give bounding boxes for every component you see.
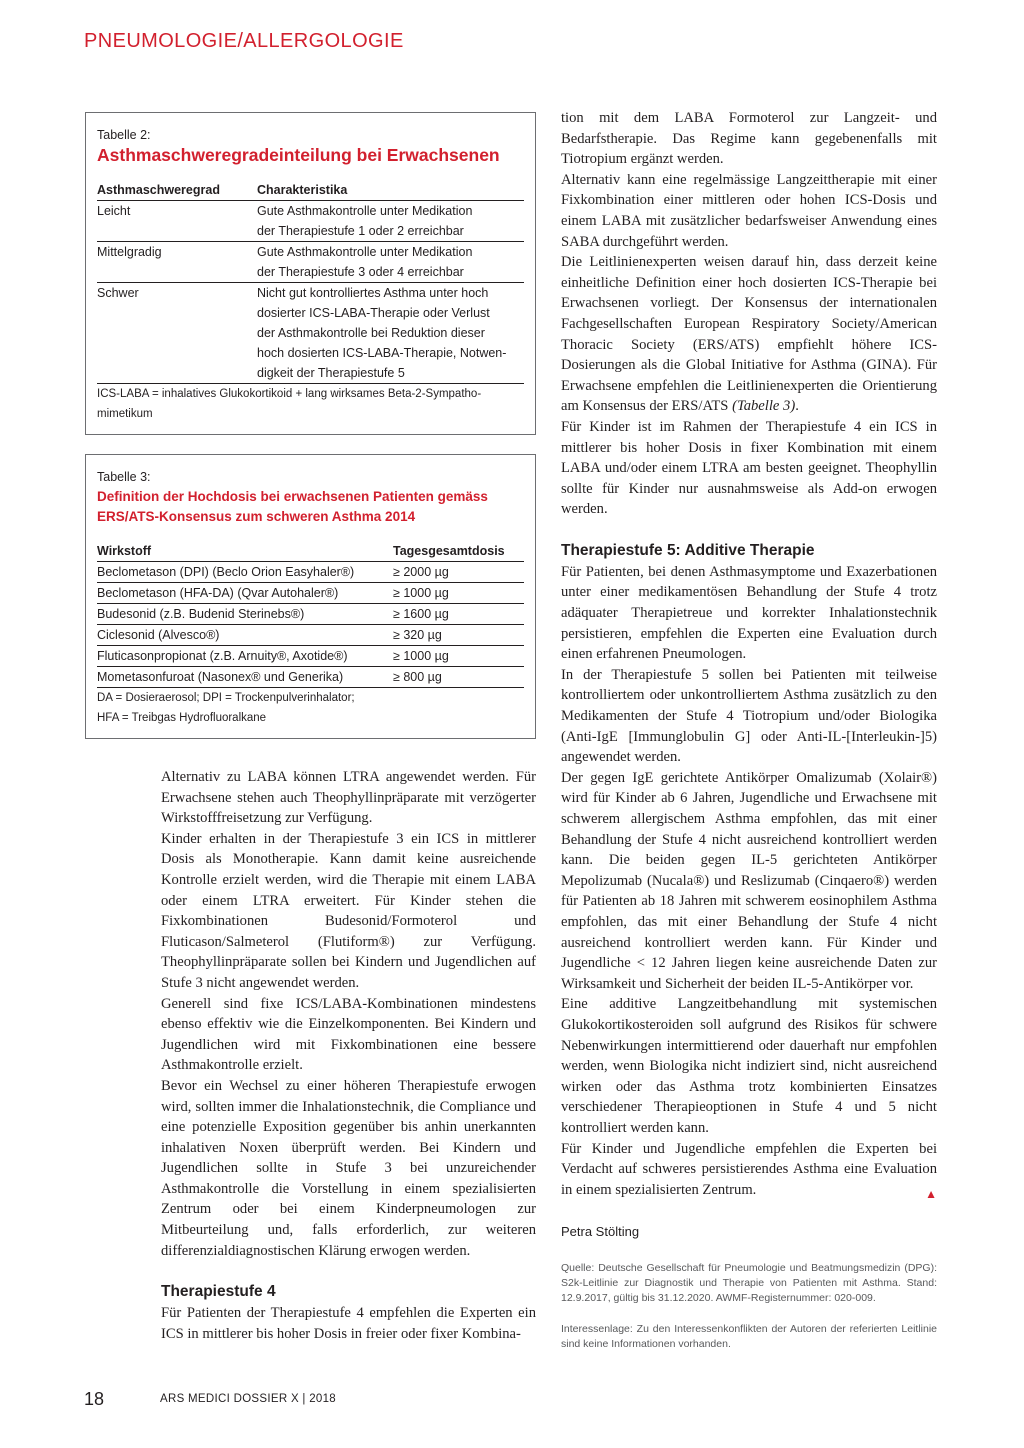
table3-dose: ≥ 1000 µg <box>393 646 524 667</box>
table2-title: Asthmaschweregradeinteilung bei Erwachsenen <box>97 145 500 165</box>
table3-drug: Ciclesonid (Alvesco®) <box>97 625 393 646</box>
table2-label: Tabelle 2: <box>97 128 151 142</box>
body-paragraph: Für Patienten, bei denen Asthmasymptome und Exazerbationen unter einer medikamentösen Behandlung der Stufe 4 trotz adäquater Therapietreue und korrekter Inhalationstechnik persistieren, empfehlen die Experten eine Evaluation durch einen erfahrenen Pneumologen. <box>561 563 937 663</box>
table2-characteristic <box>257 201 524 242</box>
body-text: Für Kinder und Jugendliche empfehlen die Experten bei Verdacht auf schweres persistierendes Asthma eine Evaluation in einem spezialisierten Zentrum. <box>561 1140 937 1198</box>
section-header: PNEUMOLOGIE/ALLERGOLOGIE <box>84 30 404 52</box>
table2-note-line: mimetikum <box>97 408 153 420</box>
table2-note <box>97 384 524 424</box>
table2-char-line: der Asthmakontrolle bei Reduktion dieser <box>257 326 485 340</box>
body-paragraph: Bevor ein Wechsel zu einer höheren Therapiestufe erwogen wird, sollten immer die Inhalationstechnik, die Compliance und eine potenzielle Exposition gegenüber bis anhin unerkannten inhalativen Noxen überprüft werden. Bei Kindern und Jugendlichen sollte in Stufe 3 bei unzureichender Asthmakontrolle die Vorstellung in einem spezialisierten Zentrum oder bei einem Kinderpneumologen zur Mitbeurteilung und, falls erforderlich, zur weiteren differenzialdiagnostischen Klärung erwogen werden. <box>161 1077 536 1259</box>
table2 <box>97 180 524 384</box>
table3-dose: ≥ 2000 µg <box>393 562 524 583</box>
table-row <box>97 625 524 646</box>
table2-col2-header: Charakteristika <box>257 180 524 201</box>
body-text: Die Leitlinienexperten weisen darauf hin, dass derzeit keine einheitliche Definition einer hoch dosierten ICS-Therapie bei Erwachsenen vorliegt. Der Konsensus der internationalen Fachgesellschaften European Respiratory Society/American Thoracic Society (ERS/ATS) empfiehlt höhere ICS-Dosierungen als die Global Initiative for Asthma (GINA). Für Erwachsene empfehlen die Leitlinienexperten die Orientierung am Konsensus der ERS/ATS <box>561 254 937 415</box>
table3-drug: Budesonid (z.B. Budenid Sterinebs®) <box>97 604 393 625</box>
table3-box <box>85 454 536 739</box>
end-triangle-icon: ▲ <box>925 1186 937 1201</box>
table3-note-line: DA = Dosieraerosol; DPI = Trockenpulverinhalator; <box>97 692 355 704</box>
body-paragraph <box>561 1139 937 1201</box>
table2-char-line: digkeit der Therapiestufe 5 <box>257 366 405 380</box>
table2-header-row <box>97 180 524 201</box>
table2-grade: Schwer <box>97 283 257 384</box>
table-row <box>97 283 524 384</box>
table-row <box>97 646 524 667</box>
table2-grade: Mittelgradig <box>97 242 257 283</box>
journal-name: ARS MEDICI DOSSIER X | 2018 <box>160 1393 336 1405</box>
table-reference: (Tabelle 3) <box>732 398 796 415</box>
interest-note: Interessenlage: Zu den Interessenkonflikten der Autoren der referierten Leitlinie sind keine Informationen vorhanden. <box>561 1322 937 1350</box>
table3-drug: Beclometason (HFA-DA) (Qvar Autohaler®) <box>97 583 393 604</box>
body-paragraph: Kinder erhalten in der Therapiestufe 3 ein ICS in mittlerer Dosis als Monotherapie. Kann damit keine ausreichende Kontrolle erzielt werden, wird die Therapie mit einem LABA oder einem LTRA erweitert. Für Kinder stehen die Fixkombinationen Budesonid/Formoterol und Fluticason/Salmeterol (Flutiform®) zur Verfügung. Theophyllinpräparate sollen bei Kindern und Jugendlichen auf Stufe 3 nicht angewendet werden. <box>161 830 536 991</box>
table2-note-line: ICS-LABA = inhalatives Glukokortikoid + lang wirksames Beta-2-Sympatho- <box>97 388 482 400</box>
page-number: 18 <box>84 1389 105 1409</box>
table3-title <box>97 487 524 527</box>
table-row <box>97 562 524 583</box>
table2-char-line: Gute Asthmakontrolle unter Medikation <box>257 204 473 218</box>
table3-note-line: HFA = Treibgas Hydrofluoralkane <box>97 712 267 724</box>
body-paragraph: Für Patienten der Therapiestufe 4 empfehlen die Experten ein ICS in mittlerer bis hoher Dosis in freier oder fixer Kombina- <box>161 1305 536 1342</box>
table3-note <box>97 688 524 728</box>
table3-header-row <box>97 541 524 562</box>
table-row <box>97 201 524 242</box>
left-column <box>161 767 536 1344</box>
table3-col1-header: Wirkstoff <box>97 541 393 562</box>
body-paragraph: Alternativ kann eine regelmässige Langzeittherapie mit einer Fixkombination einer mittleren oder hohen ICS-Dosis und einem LABA mit zusätzlicher bedarfsweiser Anwendung eines SABA durchgeführt werden. <box>561 171 937 250</box>
table2-char-line: der Therapiestufe 1 oder 2 erreichbar <box>257 224 464 238</box>
heading-therapiestufe-5: Therapiestufe 5: Additive Therapie <box>561 541 815 559</box>
right-column <box>561 108 937 1352</box>
table2-grade: Leicht <box>97 201 257 242</box>
body-paragraph: Der gegen IgE gerichtete Antikörper Omalizumab (Xolair®) wird für Kinder ab 6 Jahren, Jugendliche und Erwachsene mit schwerem allergischem Asthma empfohlen, das mit einer Behandlung der Stufe 4 nicht ausreichend kontrolliert werden kann. Die beiden gegen IL-5 gerichteten Antikörper Mepolizumab (Nucala®) und Reslizumab (Cinqaero®) werden für Patienten ab 18 Jahren mit schwerem eosinophilem Asthma empfohlen, das mit einer Behandlung der Stufe 4 nicht ausreichend kontrolliert werden kann. Für Kinder und Jugendliche < 12 Jahren liegen keine ausreichende Daten zur Wirksamkeit und Sicherheit der beiden IL-5-Antikörper vor. <box>561 769 937 992</box>
table3-drug: Mometasonfuroat (Nasonex® und Generika) <box>97 667 393 688</box>
table2-char-line: hoch dosierten ICS-LABA-Therapie, Notwen- <box>257 346 507 360</box>
table2-char-line: Gute Asthmakontrolle unter Medikation <box>257 245 473 259</box>
table3-dose: ≥ 320 µg <box>393 625 524 646</box>
page-footer <box>84 1389 336 1410</box>
table2-box <box>85 112 536 435</box>
table2-char-line: Nicht gut kontrolliertes Asthma unter hoch <box>257 286 489 300</box>
table2-characteristic <box>257 283 524 384</box>
body-paragraph: tion mit dem LABA Formoterol zur Langzeit- und Bedarfstherapie. Das Regime kann gegebenenfalls mit Tiotropium ergänzt werden. <box>561 110 937 168</box>
table3-dose: ≥ 1000 µg <box>393 583 524 604</box>
table3-drug: Fluticasonpropionat (z.B. Arnuity®, Axotide®) <box>97 646 393 667</box>
table3-title-line: ERS/ATS-Konsensus zum schweren Asthma 2014 <box>97 509 416 524</box>
table2-char-line: der Therapiestufe 3 oder 4 erreichbar <box>257 265 464 279</box>
table-row <box>97 604 524 625</box>
table-row <box>97 583 524 604</box>
table3-dose: ≥ 800 µg <box>393 667 524 688</box>
body-paragraph: Alternativ zu LABA können LTRA angewendet werden. Für Erwachsene stehen auch Theophyllinpräparate mit verzögerter Wirkstofffreisetzung zur Verfügung. <box>161 769 536 827</box>
body-paragraph: Generell sind fixe ICS/LABA-Kombinationen mindestens ebenso effektiv wie die Einzelkomponenten. Bei Kindern und Jugendlichen wird mit Fixkombinationen eine bessere Asthmakontrolle erzielt. <box>161 995 536 1074</box>
body-paragraph: Für Kinder ist im Rahmen der Therapiestufe 4 ein ICS in mittlerer bis hoher Dosis in fixer Kombination mit einem LABA und/oder einem LTRA am besten geeignet. Theophyllin sollte für Kinder nur ausnahmsweise als Add-on erwogen werden. <box>561 418 937 518</box>
table3 <box>97 541 524 688</box>
table3-col2-header: Tagesgesamtdosis <box>393 541 524 562</box>
table-row <box>97 667 524 688</box>
table3-label: Tabelle 3: <box>97 470 151 484</box>
table2-col1-header: Asthmaschweregrad <box>97 180 257 201</box>
body-text: . <box>795 398 799 415</box>
table-row <box>97 242 524 283</box>
table3-drug: Beclometason (DPI) (Beclo Orion Easyhaler®) <box>97 562 393 583</box>
source-note: Quelle: Deutsche Gesellschaft für Pneumologie und Beatmungsmedizin (DPG): S2k-Leitlinie zur Diagnostik und Therapie von Patienten mit Asthma. Stand: 12.9.2017, gültig bis 31.12.2020. AWMF-Registernummer: 020-009. <box>561 1261 937 1304</box>
table3-dose: ≥ 1600 µg <box>393 604 524 625</box>
body-paragraph: In der Therapiestufe 5 sollen bei Patienten mit teilweise kontrolliertem oder unkontrolliertem Asthma zusätzlich zu den Medikamenten der Stufe 4 Tiotropium und/oder Biologika (Anti-IgE [Immunglobulin G] oder Anti-IL-[Interleukin-]5) angewendet werden. <box>561 666 937 766</box>
table2-char-line: dosierter ICS-LABA-Therapie oder Verlust <box>257 306 490 320</box>
table2-characteristic <box>257 242 524 283</box>
body-paragraph <box>561 252 937 417</box>
author: Petra Stölting <box>561 1224 640 1240</box>
heading-therapiestufe-4: Therapiestufe 4 <box>161 1283 276 1301</box>
body-paragraph: Eine additive Langzeitbehandlung mit systemischen Glukokortikosteroiden soll aufgrund des Risikos für schwere Nebenwirkungen intermittierend oder dauerhaft nur empfohlen werden, wenn Biologika nicht indiziert sind, nicht ausreichend wirken oder das Asthma trotz kombinierten Einsatzes verschiedener Therapieoptionen in Stufe 4 und 5 nicht kontrolliert werden kann. <box>561 996 937 1136</box>
table3-title-line: Definition der Hochdosis bei erwachsenen Patienten gemäss <box>97 489 488 504</box>
